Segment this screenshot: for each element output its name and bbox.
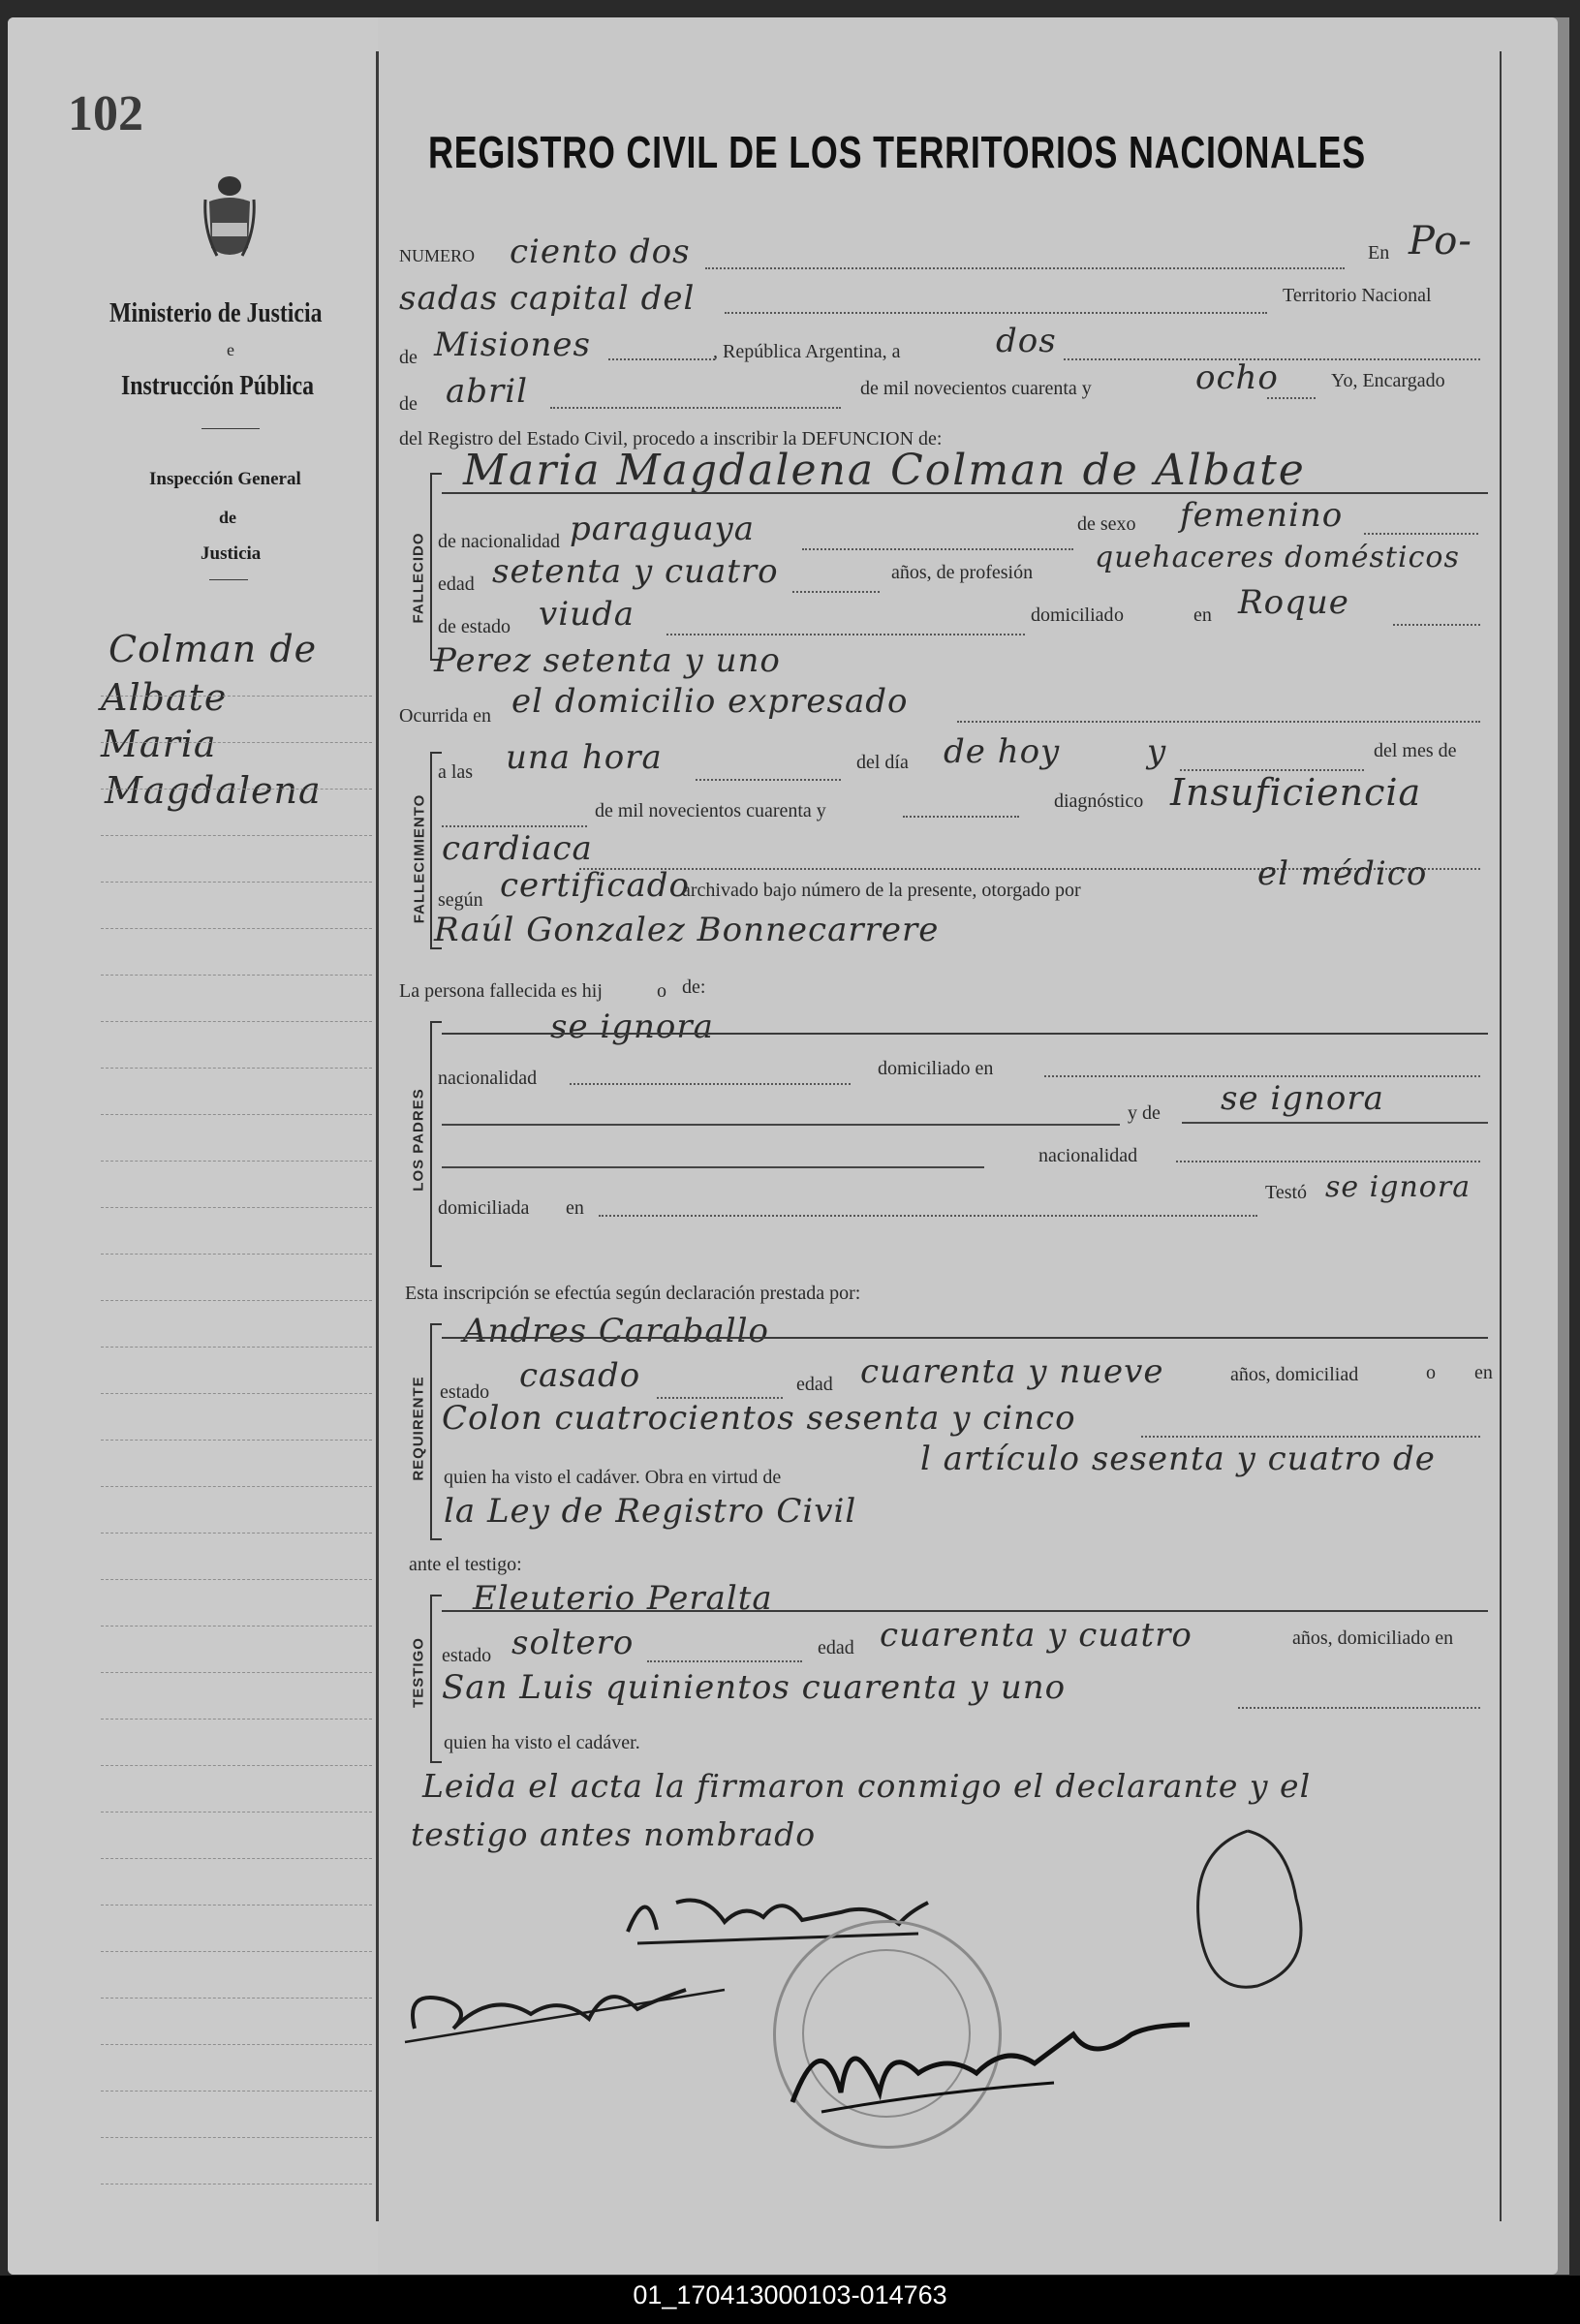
segun-value: certificado <box>500 866 690 905</box>
estado-value: viuda <box>539 595 635 634</box>
requirente-estado-label: estado <box>440 1381 490 1403</box>
requirente-edad-value: cuarenta y nueve <box>860 1352 1164 1391</box>
signature-encargado <box>783 2005 1209 2122</box>
folio-number: 102 <box>68 86 143 141</box>
nacionalidad-label: de nacionalidad <box>438 531 561 552</box>
ruled-line <box>101 835 372 836</box>
hora-label: a las <box>438 761 474 783</box>
ruled-line <box>101 2137 372 2138</box>
column-divider <box>376 51 379 2221</box>
deceased-name: Maria Magdalena Colman de Albate <box>463 446 1306 495</box>
requirente-cadaver-label: quien ha visto el cadáver. Obra en virtud de <box>444 1467 782 1488</box>
year-label: de mil novecientos cuarenta y <box>860 378 1092 399</box>
nacionalidad-value: paraguaya <box>570 510 755 548</box>
sexo-label: de sexo <box>1077 513 1136 535</box>
requirente-underline <box>442 1337 1488 1339</box>
dotted-line <box>666 634 1025 635</box>
ruled-line <box>101 1626 372 1627</box>
section-label-testigo: TESTIGO <box>410 1637 427 1708</box>
ruled-line <box>101 789 372 790</box>
margin-name-line-3: Maria <box>101 723 217 765</box>
nacionalidad-madre-label: nacionalidad <box>1038 1145 1138 1166</box>
dotted-line <box>1364 533 1478 535</box>
de-label-2: de <box>399 393 418 415</box>
ruled-line <box>101 1719 372 1720</box>
madre-value: se ignora <box>1221 1079 1384 1118</box>
dotted-line <box>802 548 1073 550</box>
dotted-line <box>1141 1436 1480 1438</box>
domicilio-cont: Perez setenta y uno <box>434 641 781 680</box>
diagnostico-cont: cardiaca <box>442 829 593 868</box>
en-label: En <box>1368 242 1390 263</box>
ruled-line <box>101 1486 372 1487</box>
diagnostico-label: diagnóstico <box>1054 790 1144 812</box>
ruled-line <box>101 1161 372 1162</box>
register-page <box>8 17 1558 2275</box>
territorio-label: Territorio Nacional <box>1283 285 1432 306</box>
padres-intro-suffix: o <box>657 980 666 1002</box>
right-border <box>1500 51 1502 2221</box>
ruled-line <box>101 928 372 929</box>
section-bracket <box>430 1021 442 1267</box>
coat-of-arms-icon <box>203 172 256 260</box>
ruled-line <box>101 1858 372 1859</box>
ruled-line <box>101 2091 372 2092</box>
ruled-line <box>101 882 372 883</box>
dotted-line <box>1267 397 1316 399</box>
domicilio-value: Roque <box>1238 583 1349 622</box>
dia-value: de hoy <box>944 732 1061 771</box>
day-value: dos <box>996 322 1057 360</box>
hora-value: una hora <box>506 738 663 777</box>
testigo-intro-label: ante el testigo: <box>409 1554 522 1575</box>
closing-line-1: Leida el acta la firmaron conmigo el declarante y el <box>422 1767 1312 1805</box>
padres-intro-de: de: <box>682 976 706 998</box>
signature-testigo <box>395 1961 734 2048</box>
section-label-fallecimiento: FALLECIMIENTO <box>411 793 428 924</box>
domiciliada-en-label: en <box>566 1197 584 1219</box>
ruled-line <box>101 742 372 743</box>
inspection-line-2: de <box>219 508 236 527</box>
requirente-en-label: en <box>1474 1362 1493 1383</box>
requirente-anos-label: años, domiciliad <box>1230 1364 1359 1385</box>
margin-name-line-2: Albate <box>101 676 228 719</box>
edad-value: setenta y cuatro <box>492 552 779 591</box>
section-label-padres: LOS PADRES <box>410 1088 427 1192</box>
ruled-line <box>101 1765 372 1766</box>
year-label-2: de mil novecientos cuarenta y <box>595 800 826 821</box>
madre-underline <box>1182 1122 1488 1124</box>
dotted-line <box>608 358 715 360</box>
dotted-line <box>1393 624 1480 626</box>
testigo-domicilio: San Luis quinientos cuarenta y uno <box>442 1668 1067 1707</box>
dotted-line <box>599 1215 1257 1217</box>
ocurrida-label: Ocurrida en <box>399 705 491 727</box>
segun-label: según <box>438 889 483 911</box>
inspection-line-3: Justicia <box>201 543 262 564</box>
en-label-domicilio: en <box>1193 604 1212 626</box>
de-label: de <box>399 347 418 368</box>
ruled-line <box>101 1207 372 1208</box>
requirente-name: Andres Caraballo <box>463 1312 769 1350</box>
testigo-edad-label: edad <box>818 1637 854 1658</box>
archivado-label: archivado bajo número de la presente, otorgado por <box>682 880 1081 901</box>
medico-value: el médico <box>1257 854 1428 893</box>
requirente-estado-value: casado <box>519 1356 641 1395</box>
ruled-line <box>101 1905 372 1906</box>
ruled-line <box>101 1951 372 1952</box>
month-value: abril <box>446 372 529 411</box>
testigo-anos-label: años, domiciliado en <box>1292 1627 1454 1649</box>
ruled-line <box>101 1300 372 1301</box>
ruled-line <box>101 2044 372 2045</box>
dotted-line <box>647 1660 802 1662</box>
diagnostico-value: Insuficiencia <box>1170 771 1422 814</box>
testigo-estado-label: estado <box>442 1645 492 1666</box>
ruled-line <box>101 1347 372 1348</box>
dotted-line <box>903 816 1019 818</box>
padre-underline <box>442 1033 1488 1035</box>
dotted-line <box>442 825 587 827</box>
encargado-label: Yo, Encargado <box>1331 370 1445 391</box>
margin-name-line-1: Colman de <box>108 628 318 670</box>
testigo-estado-value: soltero <box>511 1624 635 1662</box>
dotted-line <box>1044 1075 1480 1077</box>
dotted-line <box>696 779 841 781</box>
ruled-line <box>101 1533 372 1534</box>
ruled-line <box>101 1254 372 1255</box>
year-value: ocho <box>1195 358 1279 397</box>
dia-label: del día <box>856 752 909 773</box>
requirente-obra-value: l artículo sesenta y cuatro de <box>920 1440 1436 1478</box>
profesion-value: quehaceres domésticos <box>1095 541 1460 574</box>
requirente-domicilio: Colon cuatrocientos sesenta y cinco <box>442 1399 1076 1438</box>
ocurrida-value: el domicilio expresado <box>511 682 909 721</box>
testo-label: Testó <box>1265 1182 1308 1203</box>
numero-label: NUMERO <box>399 246 476 265</box>
ruled-line <box>101 1998 372 1999</box>
requirente-domiciliad-suffix: o <box>1426 1362 1436 1383</box>
registro-label: del Registro del Estado Civil, procedo a inscribir la DEFUNCION de: <box>399 428 943 449</box>
requirente-edad-label: edad <box>796 1374 833 1395</box>
section-label-fallecido: FALLECIDO <box>410 532 427 624</box>
ministry-line-1: Ministerio de Justicia <box>109 298 323 328</box>
dotted-line <box>957 721 1480 723</box>
ruled-line <box>101 1812 372 1813</box>
dotted-line <box>705 267 1345 269</box>
testigo-name: Eleuterio Peralta <box>473 1579 773 1618</box>
republica-label: , República Argentina, a <box>713 341 901 362</box>
section-bracket <box>430 1595 442 1763</box>
padre-value: se ignora <box>550 1007 714 1046</box>
sidebar-rule-1 <box>201 428 260 429</box>
ministry-line-2: e <box>227 340 234 359</box>
ministry-line-3: Instrucción Pública <box>121 371 315 401</box>
y-de-label: y de <box>1128 1102 1161 1124</box>
edad-label: edad <box>438 573 475 595</box>
domiciliad-label: domiciliad <box>1031 604 1114 626</box>
closing-line-2: testigo antes nombrado <box>411 1815 817 1853</box>
anos-profesion-label: años, de profesión <box>891 562 1034 583</box>
ruled-line <box>101 1068 372 1069</box>
margin-name-line-4: Magdalena <box>105 769 322 812</box>
padres-rule <box>442 1124 1120 1126</box>
territory-value: Misiones <box>434 325 591 364</box>
ruled-line <box>101 1114 372 1115</box>
name-underline <box>442 492 1488 494</box>
nacionalidad-padre-label: nacionalidad <box>438 1068 538 1089</box>
testigo-edad-value: cuarenta y cuatro <box>880 1616 1193 1655</box>
dia-suffix: y <box>1147 732 1167 771</box>
testo-value: se ignora <box>1325 1170 1472 1204</box>
place-value: sadas capital del <box>399 279 696 318</box>
signature-loop <box>1180 1821 1325 2015</box>
ruled-line <box>101 1021 372 1022</box>
estado-label: de estado <box>438 616 511 637</box>
padres-rule <box>442 1166 984 1168</box>
ruled-line <box>101 2184 372 2185</box>
padres-intro-label: La persona fallecida es hij <box>399 980 603 1002</box>
inspection-line-1: Inspección General <box>149 469 301 489</box>
sexo-value: femenino <box>1180 496 1344 535</box>
dotted-line <box>792 591 880 593</box>
testigo-cadaver-label: quien ha visto el cadáver. <box>444 1732 640 1753</box>
ruled-line <box>101 1393 372 1394</box>
sidebar-rule-2 <box>209 579 248 580</box>
requirente-intro-label: Esta inscripción se efectúa según declaración prestada por: <box>405 1283 861 1304</box>
domiciliad-suffix: o <box>1114 604 1124 626</box>
domiciliado-label: domiciliado en <box>878 1058 994 1079</box>
dotted-line <box>1238 1707 1480 1709</box>
dotted-line <box>725 312 1267 314</box>
ruled-line <box>101 1672 372 1673</box>
footer-id: 01_170413000103-014763 <box>633 2280 947 2309</box>
medico-name: Raúl Gonzalez Bonnecarrere <box>434 911 940 949</box>
ruled-line <box>101 696 372 697</box>
en-value: Po- <box>1409 219 1472 263</box>
ruled-line <box>101 1440 372 1441</box>
requirente-obra-cont: la Ley de Registro Civil <box>444 1492 857 1531</box>
ruled-line <box>101 975 372 976</box>
ruled-line <box>101 1579 372 1580</box>
left-margin-column <box>8 17 378 2275</box>
section-label-requirente: REQUIRENTE <box>410 1376 427 1481</box>
dotted-line <box>550 407 841 409</box>
dotted-line <box>570 1083 851 1085</box>
mes-label: del mes de <box>1374 740 1457 761</box>
domiciliada-label: domiciliada <box>438 1197 530 1219</box>
dotted-line <box>1176 1161 1480 1162</box>
section-bracket <box>430 1323 442 1540</box>
page-title: REGISTRO CIVIL DE LOS TERRITORIOS NACIONALES <box>428 127 1366 177</box>
testigo-underline <box>442 1610 1488 1612</box>
numero-value: ciento dos <box>510 232 691 271</box>
